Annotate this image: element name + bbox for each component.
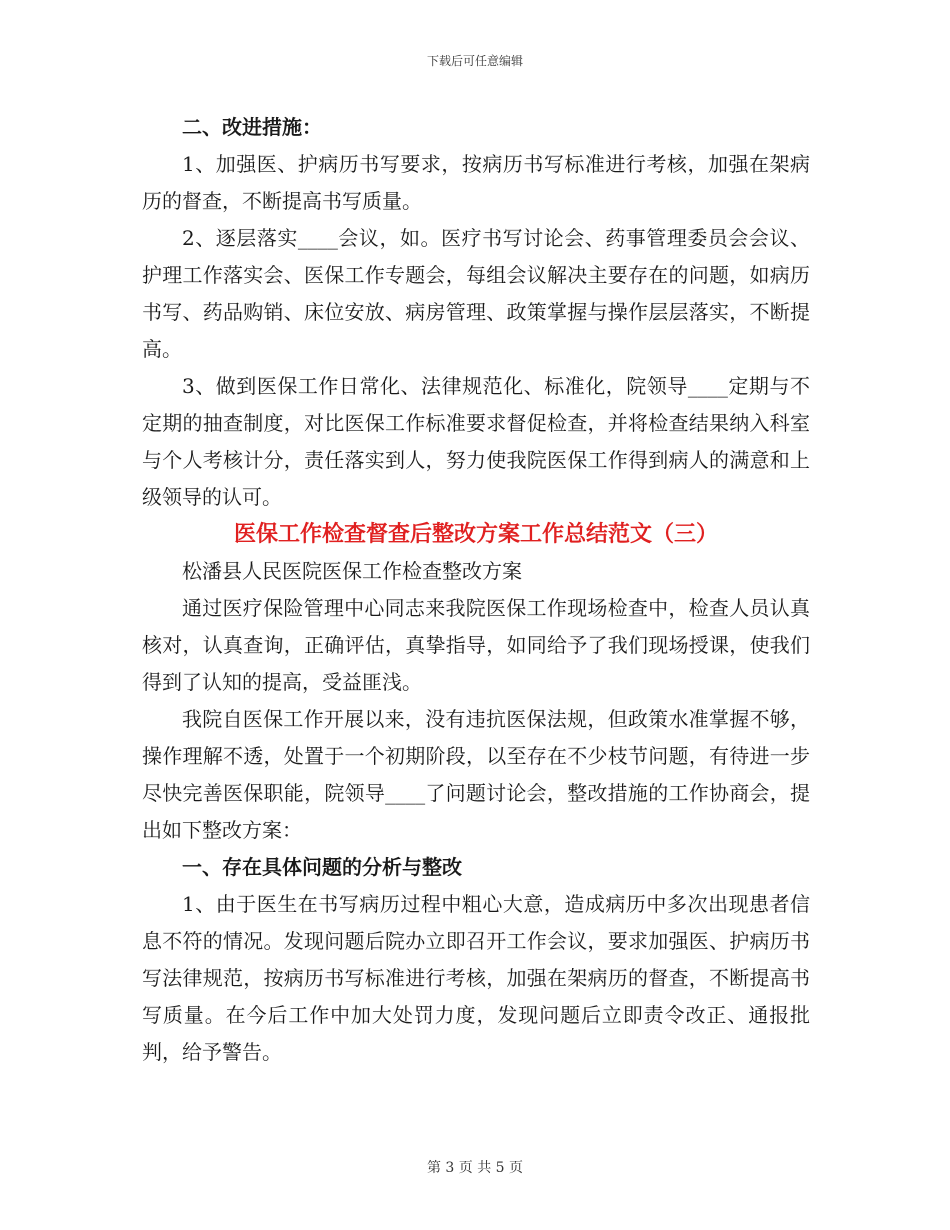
page-number-footer: 第 3 页 共 5 页 [426, 1160, 524, 1176]
document-title: 医保工作检查督查后整改方案工作总结范文（三） [233, 521, 718, 547]
measure-paragraph-1: 1、加强医、护病历书写要求，按病历书写标准进行考核，加强在架病历的督查，不断提高书写质量。 [142, 152, 810, 213]
intro-paragraph-2: 我院自医保工作开展以来，没有违抗医保法规，但政策水准掌握不够，操作理解不透，处置于一个初期阶段，以至存在不少枝节问题，有待进一步尽快完善医保职能，院领导____了问题讨论会，整改措施的工作协商会，提出如下整改方案： [142, 707, 810, 842]
intro-paragraph-1: 通过医疗保险管理中心同志来我院医保工作现场检查中，检查人员认真核对，认真查询，正确评估，真挚指导，如同给予了我们现场授课，使我们得到了认知的提高，受益匪浅。 [142, 596, 810, 694]
page-header-note: 下载后可任意编辑 [426, 54, 523, 68]
document-body [142, 109, 810, 1071]
measure-paragraph-3: 3、做到医保工作日常化、法律规范化、标准化，院领导____定期与不定期的抽查制度，对比医保工作标准要求督促检查，并将检查结果纳入科室与个人考核计分，责任落实到人，努力使我院医保工作得到病人的满意和上级领导的认可。 [142, 374, 810, 509]
document-subtitle: 松潘县人民医院医保工作检查整改方案 [182, 559, 522, 583]
section-heading-improvement-measures: 二、改进措施： [182, 115, 322, 139]
section-heading-problem-analysis: 一、存在具体问题的分析与整改 [182, 855, 462, 879]
measure-paragraph-2: 2、逐层落实____会议，如。医疗书写讨论会、药事管理委员会会议、护理工作落实会、医保工作专题会，每组会议解决主要存在的问题，如病历书写、药品购销、床位安放、病房管理、政策掌握与操作层层落实，不断提高。 [142, 226, 810, 361]
problem-item-1: 1、由于医生在书写病历过程中粗心大意，造成病历中多次出现患者信息不符的情况。发现问题后院办立即召开工作会议，要求加强医、护病历书写法律规范，按病历书写标准进行考核，加强在架病历的督查，不断提高书写质量。在今后工作中加大处罚力度，发现问题后立即责令改正、通报批判，给予警告。 [142, 892, 810, 1064]
